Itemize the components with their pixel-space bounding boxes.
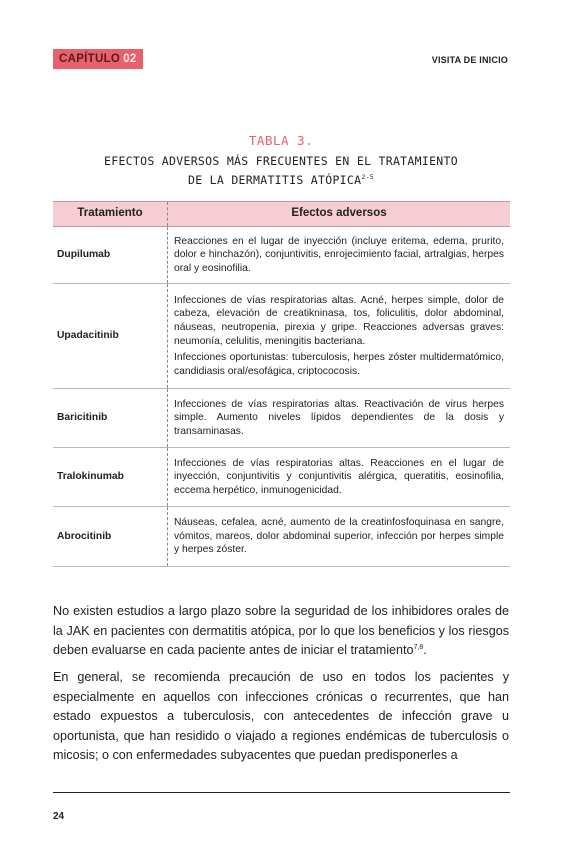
effects-text: Infecciones de vías respiratorias altas. Reacciones en el lugar de inyección, conjuntivitis y conjuntivitis alérgica, queratitis, eosinofilia, eccema herpético, inmunogenicidad. [174, 457, 504, 496]
table-row [53, 284, 510, 389]
effects-cell [168, 389, 511, 448]
section-label: VISITA DE INICIO [431, 55, 508, 65]
effects-cell [168, 284, 511, 389]
page-number: 24 [53, 811, 65, 822]
table-row [53, 507, 510, 567]
table-row [53, 389, 510, 448]
body-paragraph-1 [53, 602, 509, 661]
drug-name: Upadacitinib [53, 284, 168, 389]
body-paragraph-1-text: No existen estudios a largo plazo sobre la seguridad de los inhibidores orales de la JAK en pacientes con dermatitis atópica, por lo que los beneficios y los riesgos deben evaluarse en cada paciente antes de iniciar el tratamiento [53, 604, 509, 657]
table-subtitle-line1: EFECTOS ADVERSOS MÁS FRECUENTES EN EL TRATAMIENTO [104, 154, 458, 168]
table-header-row [53, 202, 510, 227]
effects-cell [168, 227, 511, 284]
effects-text: Náuseas, cefalea, acné, aumento de la creatinfosfoquinasa en sangre, vómitos, mareos, dolor abdominal superior, infección por herpes simple y herpes zóster. [174, 517, 504, 556]
column-header-treatment: Tratamiento [53, 202, 168, 227]
body-paragraph-1-end: . [423, 643, 427, 657]
table-row [53, 227, 510, 284]
chapter-badge [53, 49, 143, 69]
effects-text: Infecciones de vías respiratorias altas. Reactivación de virus herpes simple. Aumento niveles lípidos dependientes de la dosis y transaminasas. [174, 398, 504, 437]
table-subtitle-line2-text: DE LA DERMATITIS ATÓPICA [187, 172, 362, 187]
table-subtitle [0, 153, 562, 188]
effects-text: Infecciones oportunistas: tuberculosis, herpes zóster multidermatómico, candidiasis oral/esofágica, criptococosis. [174, 352, 504, 377]
effects-text: Reacciones en el lugar de inyección (incluye eritema, edema, prurito, dolor e hinchazón), conjuntivitis, enrojecimiento facial, artralgias, herpes oral y eosinofilia. [174, 235, 504, 274]
table-title: TABLA 3. [248, 133, 314, 148]
table-subtitle-ref: 2-5 [361, 173, 374, 181]
adverse-effects-table [53, 201, 510, 567]
column-header-effects: Efectos adversos [168, 202, 511, 227]
body-paragraph-1-ref: 7,8 [413, 643, 424, 651]
drug-name: Baricitinib [53, 389, 168, 448]
effects-text: Infecciones de vías respiratorias altas. Acné, herpes simple, dolor de cabeza, elevación de creatikninasa, tos, foliculitis, dolor abdominal, náuseas, neutropenia, pirexia y gripe. Reacciones adversas graves: neumonía, celulitis, meningitis bacteriana. [174, 294, 504, 347]
body-paragraph-2: En general, se recomienda precaución de uso en todos los pacientes y especialmente en aquellos con infecciones crónicas o recurrentes, que han estado expuestos a tuberculosis, con antecedentes de infección grave u oportunista, que han residido o viajado a regiones endémicas de tuberculosis o micosis; o con enfermedades subyacentes que puedan predisponerles a [53, 670, 509, 762]
effects-cell [168, 507, 511, 567]
footer-rule [53, 792, 510, 793]
drug-name: Abrocitinib [53, 507, 168, 567]
chapter-number: 02 [123, 53, 137, 65]
table-row [53, 448, 510, 507]
chapter-label: CAPÍTULO [59, 53, 121, 65]
table-subtitle-line2 [0, 169, 562, 188]
drug-name: Tralokinumab [53, 448, 168, 507]
drug-name: Dupilumab [53, 227, 168, 284]
effects-cell [168, 448, 511, 507]
